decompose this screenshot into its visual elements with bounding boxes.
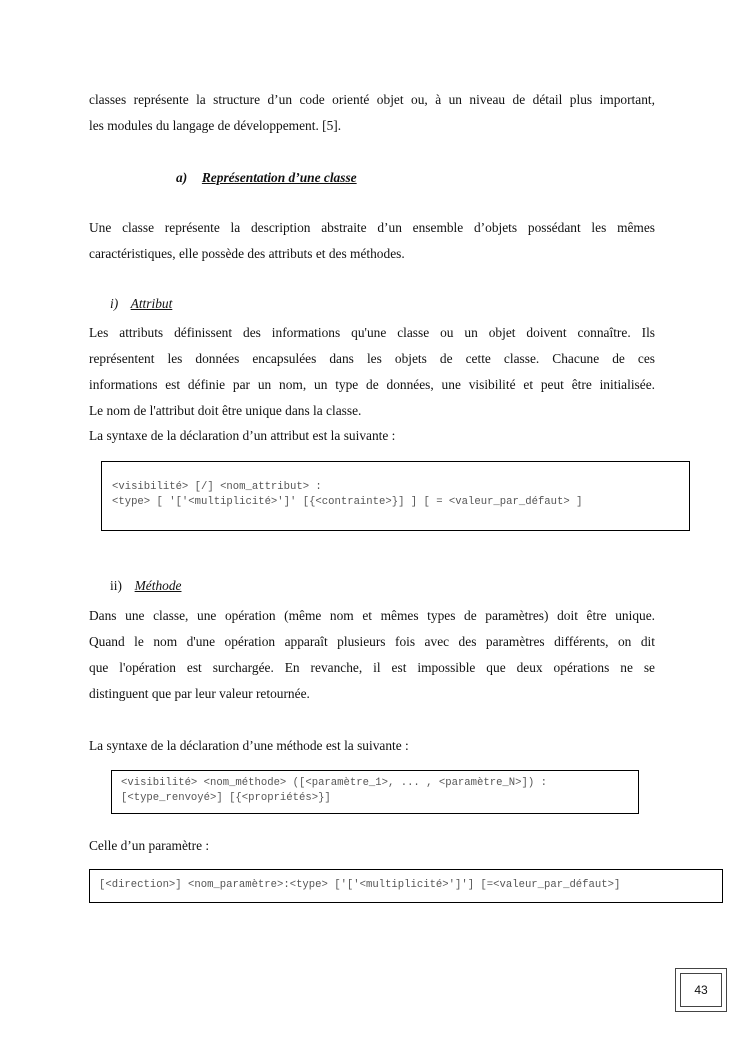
sub-marker: i) (110, 296, 119, 311)
methode-line-4: distinguent que par leur valeur retournée. (89, 686, 310, 701)
attribut-code-box (101, 461, 690, 531)
methode-code-line-2: [<type_renvoyé>] [{<propriétés>}] (121, 792, 331, 804)
attribut-line-5: La syntaxe de la déclaration d’un attribut est la suivante : (89, 428, 396, 443)
section-title: Représentation d’une classe (201, 170, 357, 185)
attribut-code-line-2: <type> [ '['<multiplicité>']' [{<contrainte>}] ] [ = <valeur_par_défaut> ] (112, 496, 583, 508)
param-code-line: [<direction>] <nom_paramètre>:<type> ['['<multiplicité>']'] [=<valeur_par_défaut>] (99, 879, 621, 891)
param-code-box (89, 869, 723, 903)
section-marker: a) (176, 170, 188, 185)
methode-code-box (111, 770, 639, 814)
methode-line-2: Quand le nom d'une opération apparaît plusieurs fois avec des paramètres différents, on dit (89, 634, 655, 649)
section-heading-representation (176, 170, 357, 186)
page-number: 43 (680, 973, 722, 1007)
sub-title: Méthode (134, 578, 182, 593)
param-intro: Celle d’un paramètre : (89, 838, 210, 853)
intro-line-2: les modules du langage de développement. [5]. (89, 118, 342, 133)
sub-title: Attribut (130, 296, 173, 311)
methode-code-line-1: <visibilité> <nom_méthode> ([<paramètre_1>, ... , <paramètre_N>]) : (121, 777, 547, 789)
attribut-line-2: représentent les données encapsulées dans les objets de cette classe. Chacune de ces (89, 351, 655, 366)
page-number-frame (675, 968, 727, 1012)
intro-line-1: classes représente la structure d’un code orienté objet ou, à un niveau de détail plus important, (89, 92, 655, 107)
attribut-line-3: informations est définie par un nom, un type de données, une visibilité et peut être initialisée. (89, 377, 655, 392)
class-desc-line-2: caractéristiques, elle possède des attributs et des méthodes. (89, 246, 405, 261)
methode-line-1: Dans une classe, une opération (même nom et mêmes types de paramètres) doit être unique. (89, 608, 655, 623)
subheading-attribut (110, 296, 172, 312)
methode-line-3: que l'opération est surchargée. En revanche, il est impossible que deux opérations ne se (89, 660, 655, 675)
subheading-methode (110, 578, 181, 594)
class-desc-line-1: Une classe représente la description abstraite d’un ensemble d’objets possédant les mêmes (89, 220, 655, 235)
attribut-line-4: Le nom de l'attribut doit être unique dans la classe. (89, 403, 362, 418)
methode-syntax-intro: La syntaxe de la déclaration d’une méthode est la suivante : (89, 738, 409, 753)
attribut-code-line-1: <visibilité> [/] <nom_attribut> : (112, 481, 322, 493)
sub-marker: ii) (110, 578, 122, 593)
attribut-line-1: Les attributs définissent des informations qu'une classe ou un objet doivent connaître. Ils (89, 325, 655, 340)
